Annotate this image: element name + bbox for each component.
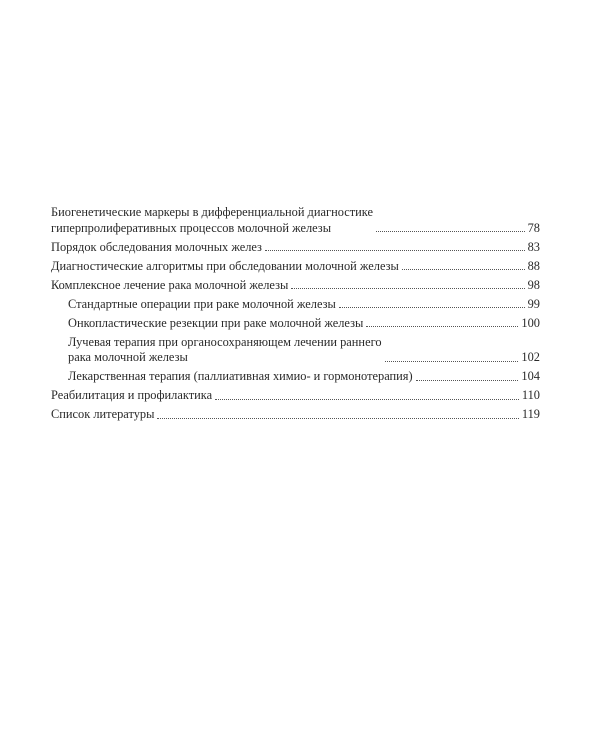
toc-entry-title-line: Биогенетические маркеры в дифференциальной диагностике — [51, 205, 373, 219]
toc-page-number: 100 — [521, 315, 540, 330]
toc-page-number: 104 — [521, 369, 540, 383]
toc-entry-title-line: Стандартные операции при раке молочной железы — [68, 296, 336, 311]
toc-entry-title — [68, 316, 363, 332]
toc-dot-leader — [339, 306, 525, 308]
toc-page-number: 98 — [527, 277, 540, 292]
toc-dot-leader — [416, 379, 519, 381]
toc-entry-title — [51, 240, 262, 256]
toc-page-number: 110 — [521, 388, 540, 402]
toc-page-number: 99 — [527, 296, 540, 311]
toc-entry-title-line: Лекарственная терапия (паллиативная химио- и гормонотерапия) — [68, 369, 413, 383]
toc-entry-examination-procedure[interactable] — [51, 240, 540, 256]
toc-entry-title — [51, 388, 212, 404]
toc-entry-drug-therapy[interactable] — [51, 369, 540, 385]
toc-page-number: 83 — [527, 239, 540, 254]
toc-entry-title-line: Комплексное лечение рака молочной железы — [51, 277, 289, 292]
toc-dot-leader — [366, 325, 518, 327]
toc-entry-biogenetic-markers[interactable] — [51, 205, 540, 236]
toc-entry-radiation-therapy[interactable] — [51, 335, 540, 366]
toc-entry-rehabilitation[interactable] — [51, 388, 540, 404]
toc-entry-complex-treatment[interactable] — [51, 278, 540, 294]
toc-entry-title — [51, 407, 154, 423]
toc-dot-leader — [402, 268, 525, 270]
toc-entry-references[interactable] — [51, 407, 540, 423]
toc-dot-leader — [376, 230, 525, 232]
toc-entry-title — [51, 278, 288, 294]
toc-page-number: 78 — [527, 220, 540, 235]
toc-entry-diagnostic-algorithms[interactable] — [51, 259, 540, 275]
toc-entry-oncoplastic-resections[interactable] — [51, 316, 540, 332]
toc-dot-leader — [157, 417, 518, 419]
toc-entry-title-line: гиперпролиферативных процессов молочной железы — [51, 220, 332, 235]
toc-page-number: 102 — [521, 350, 540, 364]
toc-entry-title-line: Онкопластические резекции при раке молочной железы — [68, 315, 364, 330]
toc-entry-title-line: Диагностические алгоритмы при обследовании молочной железы — [51, 258, 399, 273]
toc-entry-title-line: Лучевая терапия при органосохраняющем лечении раннего — [68, 334, 382, 349]
toc-dot-leader — [291, 287, 524, 289]
toc-entry-title — [51, 205, 373, 236]
toc-dot-leader — [215, 398, 519, 400]
toc-page-number: 119 — [521, 407, 540, 421]
toc-entry-title — [68, 369, 413, 385]
toc-entry-standard-operations[interactable] — [51, 297, 540, 313]
toc-entry-title-line: Реабилитация и профилактика — [51, 388, 213, 402]
toc-entry-title — [68, 297, 336, 313]
toc-entry-title — [68, 335, 382, 366]
toc-entry-title — [51, 259, 399, 275]
toc-entry-title-line: рака молочной железы — [68, 350, 188, 364]
toc-dot-leader — [385, 360, 519, 362]
table-of-contents — [51, 205, 540, 426]
toc-page-number: 88 — [527, 258, 540, 273]
toc-dot-leader — [265, 249, 525, 251]
toc-entry-title-line: Порядок обследования молочных желез — [51, 239, 262, 254]
toc-entry-title-line: Список литературы — [51, 407, 155, 421]
